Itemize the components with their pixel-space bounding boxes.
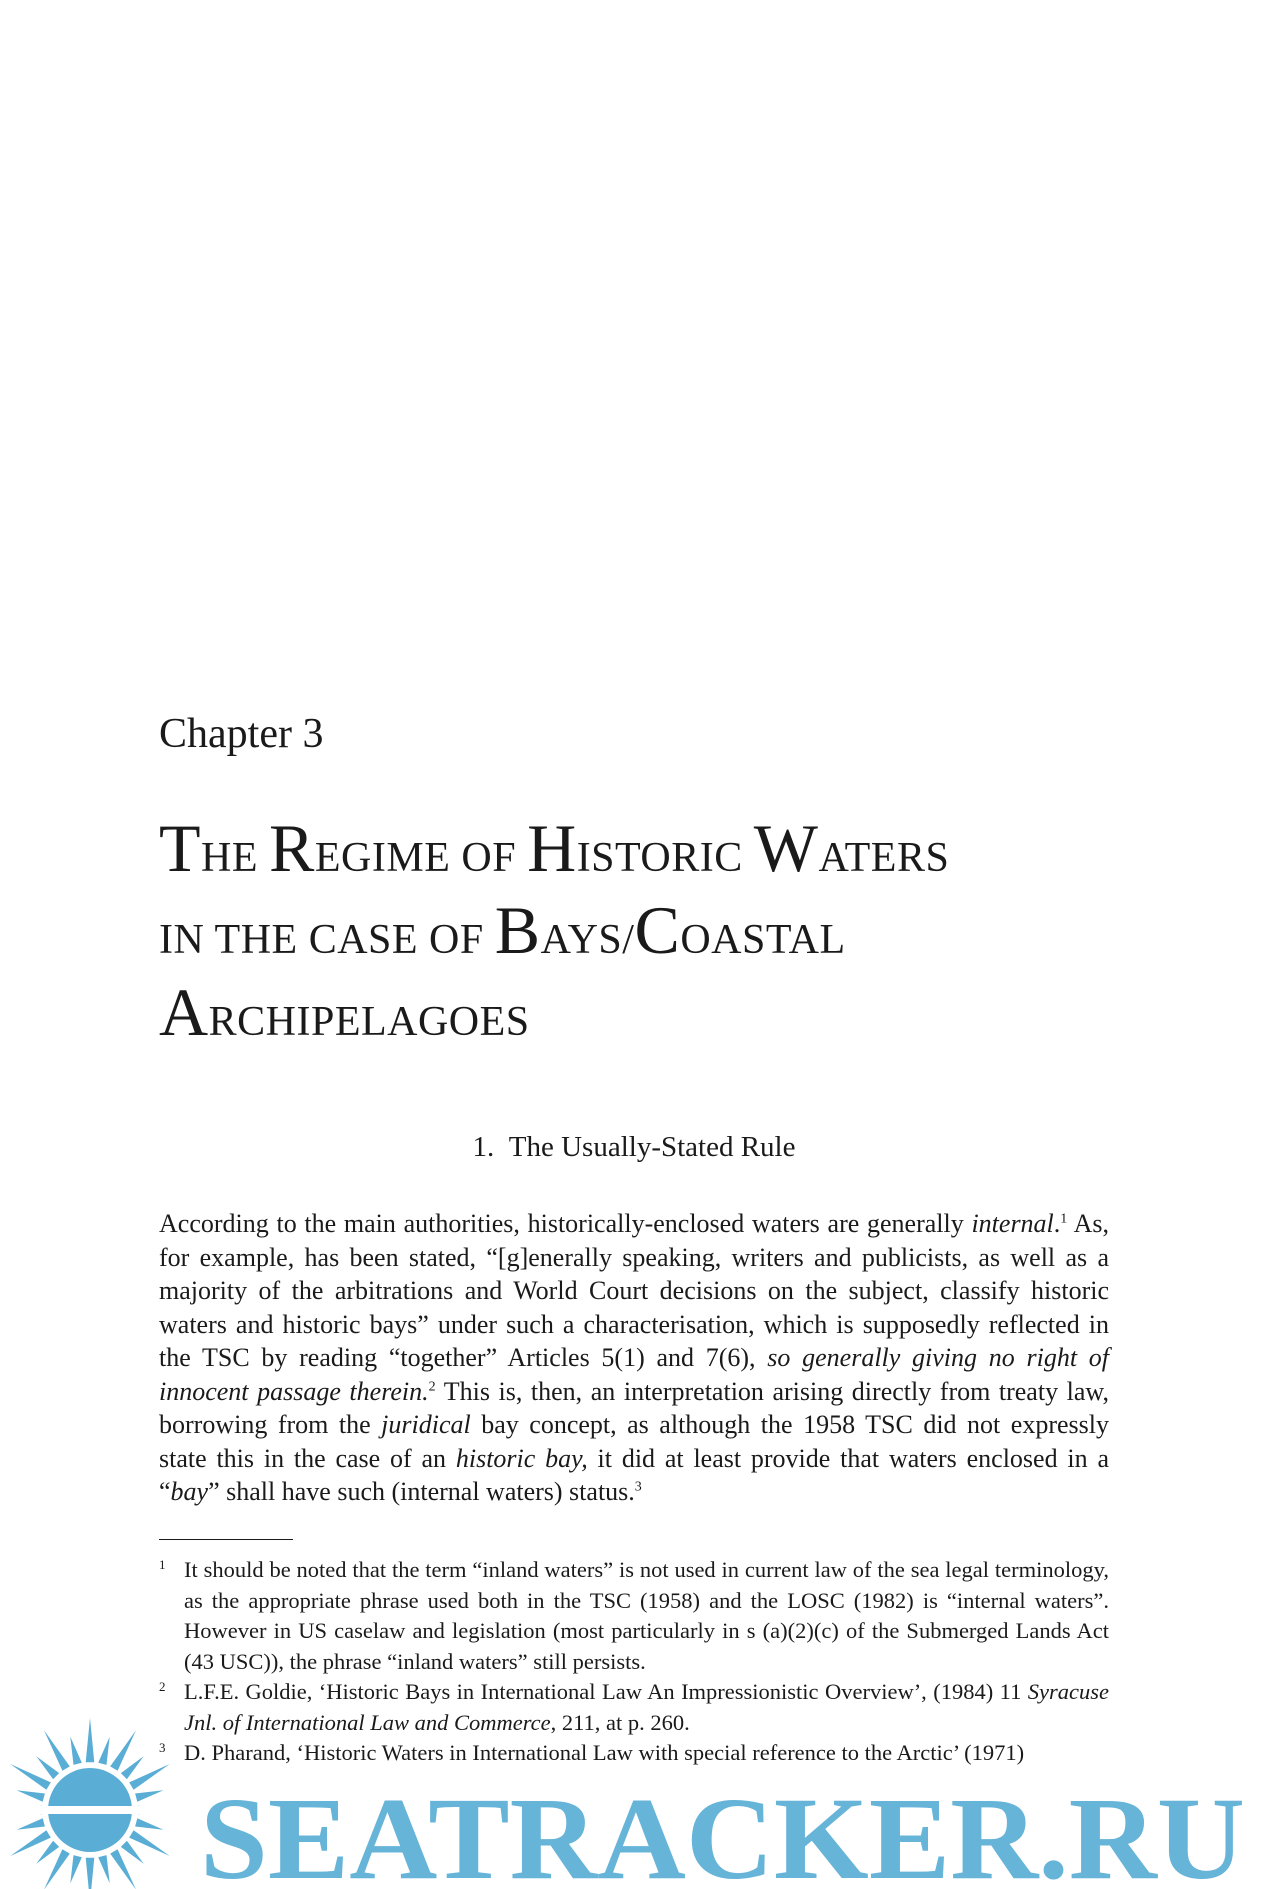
sun-ray — [129, 1764, 170, 1790]
title-word-cap: R — [269, 810, 315, 886]
sun-ray — [17, 1790, 45, 1802]
sun-ray — [121, 1841, 144, 1864]
footnote-divider — [159, 1539, 293, 1540]
sun-ray — [36, 1756, 59, 1779]
title-word-rest: RCHIPELAGOES — [208, 999, 530, 1045]
footnote-text: L.F.E. Goldie, ‘Historic Bays in International Law An Impressionistic Overview’, (1984) 11 — [184, 1679, 1028, 1704]
sun-ray — [86, 1718, 95, 1762]
title-word-rest: ISTORIC — [576, 835, 754, 881]
footnote-number: 3 — [159, 1740, 166, 1755]
watermark — [0, 1700, 1262, 1889]
sun-ray — [98, 1737, 110, 1765]
sun-ray — [70, 1855, 82, 1883]
title-word-cap: B — [494, 892, 541, 968]
sun-ray — [44, 1730, 70, 1771]
chapter-title-line-1 — [159, 812, 1119, 894]
sun-ray — [10, 1764, 51, 1790]
title-word-cap: H — [527, 810, 577, 886]
title-word-cap: A — [159, 974, 209, 1050]
chapter-title-line-3 — [159, 976, 1119, 1058]
sun-ray — [86, 1858, 95, 1889]
sun-ray — [70, 1737, 82, 1765]
title-word-cap: T — [159, 810, 202, 886]
sun-ray — [98, 1855, 110, 1883]
sun-burst-icon — [0, 1718, 182, 1889]
chapter-title — [159, 812, 1119, 1058]
title-word-rest: ATERS — [818, 835, 950, 881]
title-word-cap: C — [634, 892, 681, 968]
footnote-number: 2 — [159, 1679, 166, 1694]
sun-ray — [121, 1756, 144, 1779]
sun-ray — [110, 1730, 136, 1771]
title-word-rest: HE — [201, 835, 270, 881]
footnote-item: 2 L.F.E. Goldie, ‘Historic Bays in International Law An Impressionistic Overview’, (1984) 11 Syracuse Jnl. of International Law and Commerce, 211, at p. 260. — [159, 1677, 1109, 1738]
title-word-rest: EGIME OF — [314, 835, 528, 881]
sun-ray — [17, 1818, 45, 1830]
footnote-ref[interactable]: 1 — [1060, 1211, 1068, 1227]
footnote-journal: Syracuse Jnl. of International Law and Commerce — [184, 1679, 1109, 1735]
section-number: 1. — [472, 1131, 495, 1163]
title-word-rest: IN THE CASE OF — [159, 917, 495, 963]
body-paragraph: According to the main authorities, historically-enclosed waters are generally internal.$^1$ As, for example, has been stated, “[g]enerally speaking, writers and publicists, as well as a majority of the arbitrations and World Court decisions on the subject, classify historic waters and historic bays” under such a characterisation, which is supposedly reflected in the TSC by reading “together” Articles 5(1) and 7(6), so generally giving no right of innocent passage therein.$^2$ This is, then, an interpretation arising directly from treaty law, borrowing from the juridical bay concept, as although the 1958 TSC did not expressly state this in the case of an historic bay, it did at least provide that waters enclosed in a “bay” shall have such (internal waters) status.$^3$ — [159, 1209, 1109, 1506]
section-heading — [159, 1133, 1109, 1162]
chapter-title-line-2 — [159, 894, 1119, 976]
footnote-text: D. Pharand, ‘Historic Waters in International Law with special reference to the Arctic’ (1971) — [184, 1740, 1025, 1765]
sun-ray — [135, 1818, 163, 1830]
section-title: The Usually-Stated Rule — [508, 1131, 796, 1163]
footnote-text: It should be noted that the term “inland waters” is not used in current law of the sea legal terminology, as the appropriate phrase used both in the TSC (1958) and the LOSC (1982) is “internal waters”. However in US caselaw and legislation (most particularly in s (a)(2)(c) of the Submerged Lands Act (43 USC)), the phrase “inland waters” still persists. — [184, 1557, 1109, 1674]
watermark-text: SEATRACKER.RU — [200, 1773, 1245, 1889]
title-word-cap: W — [753, 810, 819, 886]
footnote-ref[interactable]: 2 — [428, 1378, 436, 1394]
title-word-rest: OASTAL — [680, 917, 846, 963]
footnote-ref[interactable]: 3 — [634, 1479, 642, 1495]
chapter-label: Chapter 3 — [159, 711, 324, 757]
sun-ray — [135, 1790, 163, 1802]
sun-ray — [10, 1830, 51, 1856]
sun-ray — [129, 1830, 170, 1856]
footnote-item — [159, 1555, 1109, 1677]
footnote-number: 1 — [159, 1557, 166, 1572]
sun-ray — [36, 1841, 59, 1864]
sun-horizon-line — [0, 1806, 200, 1814]
title-word-rest: AYS/ — [540, 917, 635, 963]
